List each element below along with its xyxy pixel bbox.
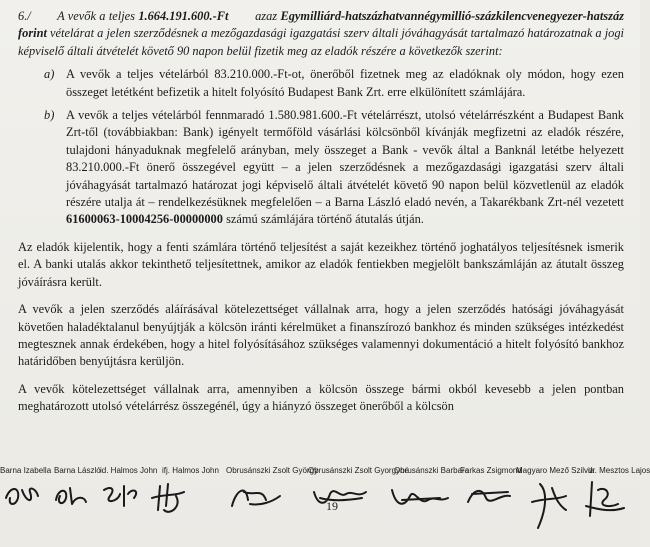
list-marker: a) [44, 67, 55, 82]
page-number: 19 [326, 499, 338, 513]
list-item-text-before: A vevők a teljes vételárból fennmaradó 1.580.981.600.-Ft vételárrészt, utolsó vételárrészként a Budapest Bank Zrt-től (továbbiakban: Bank) igényelt termőföld vásárlási kölcsönből kívánják megfizetni az eladók részére, tulajdoni hányaduknak megfelelő arányban, mely összeget a Bank - vevők által a Banknál letétbe helyezett 83.210.000.-Ft önerő összegével együtt – a jelen szerződésnek a mezőgazdasági igazgatási szerv általi jóváhagyását tartalmazó határozat jogi képviselő általi átvételét követő 90 napon belül közvetlenül az eladók részére utalja át – rendelkezésüknek megfelelően – a Barna László eladó nevén, a Takarékbank Zrt-nél vezetett [66, 108, 624, 210]
bank-account-number: 61600063-10004256-00000000 [66, 212, 223, 227]
paragraph-rest: vételárat a jelen szerződésnek a mezőgazdasági igazgatási szerv általi jóváhagyását tartalmazó határozatnak a jogi képviselő általi átvételét követő 90 napon belül fizetik meg az eladók részére a következők szerint: [18, 26, 624, 58]
list-item-text: A vevők a teljes vételárból 83.210.000.-Ft-ot, önerőből fizetnek meg az eladóknak oly módon, hogy ezen összeget letétként befizetik a hitelt folyósító Budapest Bank Zrt. erre elkülönített számlájára. [66, 67, 624, 99]
signatory-name: Obrusánszki Zsolt Gyorgyné [308, 466, 409, 475]
paragraph-6 [18, 8, 624, 60]
list-marker: b) [44, 108, 55, 123]
paragraph-lead: A vevők a teljes [57, 9, 135, 23]
signatory-name: Magyaro Mező Szilvia [516, 466, 595, 475]
signature-3 [104, 486, 136, 506]
document-body [18, 8, 624, 416]
signatory-name: Farkas Zsigmond [460, 466, 522, 475]
signature-2 [56, 488, 86, 504]
list-item-text [66, 107, 624, 229]
signatory-name: id. Halmos John [100, 466, 158, 475]
signature-4 [152, 484, 184, 512]
signature-6 [314, 491, 366, 503]
amount-in-words: Egymilliárd-hatszázhatvannégymillió-százkilencvenegyezer-hatszáz forint [18, 9, 624, 41]
signatory-name: dr. Mesztos Lajos [588, 466, 650, 475]
signatory-name: Barna László [54, 466, 101, 475]
list-item-b [18, 107, 624, 229]
payment-list [18, 66, 624, 229]
signature-9 [532, 484, 566, 528]
signatory-name: Barna Izabella [0, 466, 52, 475]
signature-1 [6, 489, 38, 504]
signatory-name: Obrusánszki Barbara [394, 466, 470, 475]
list-item-a [18, 66, 624, 101]
signature-5 [232, 491, 280, 506]
list-item-text-after: számú számlájára történő átutalás útján. [226, 212, 424, 227]
total-amount: 1.664.191.600.-Ft [138, 9, 229, 23]
paragraph-acknowledgement: Az eladók kijelentik, hogy a fenti számlára történő teljesítést a saját kezeikhez történő joghatályos teljesítésnek ismerik el. A banki utalás akkor tekinthető teljesítettnek, amikor az eladók fentiekben megjelölt bankszámláján az átutalt összeg jóváírásra került. [18, 239, 624, 289]
section-number: 6./ [18, 9, 31, 23]
paragraph-obligation: A vevők a jelen szerződés aláírásával kötelezettséget vállalnak arra, hogy a jelen szerződés hatósági jóváhagyását követően haladéktalanul benyújtják a kölcsön iránti kérelmüket a finanszírozó bankhoz és minden szükséges intézkedést megtesznek annak érdekében, hogy a hitel folyósításához szükséges valamennyi dokumentáció a hitelt folyósító bankhoz határidőben benyújtásra kerüljön. [18, 302, 624, 369]
paragraph-shortfall: A vevők kötelezettséget vállalnak arra, amennyiben a kölcsön összege bármi okból kevesebb a jelen pontban meghatározott utolsó vételárrész összegénél, úgy a hiányzó összeget önerőből a kölcsön [18, 381, 624, 414]
signatory-name: Obrusánszki Zsolt György [226, 466, 319, 475]
signature-7 [392, 490, 448, 504]
connector-word: azaz [255, 9, 278, 23]
handwritten-signatures [0, 476, 640, 546]
signature-10 [586, 482, 624, 516]
signatory-name: ifj. Halmos John [162, 466, 219, 475]
signature-8 [468, 491, 510, 502]
